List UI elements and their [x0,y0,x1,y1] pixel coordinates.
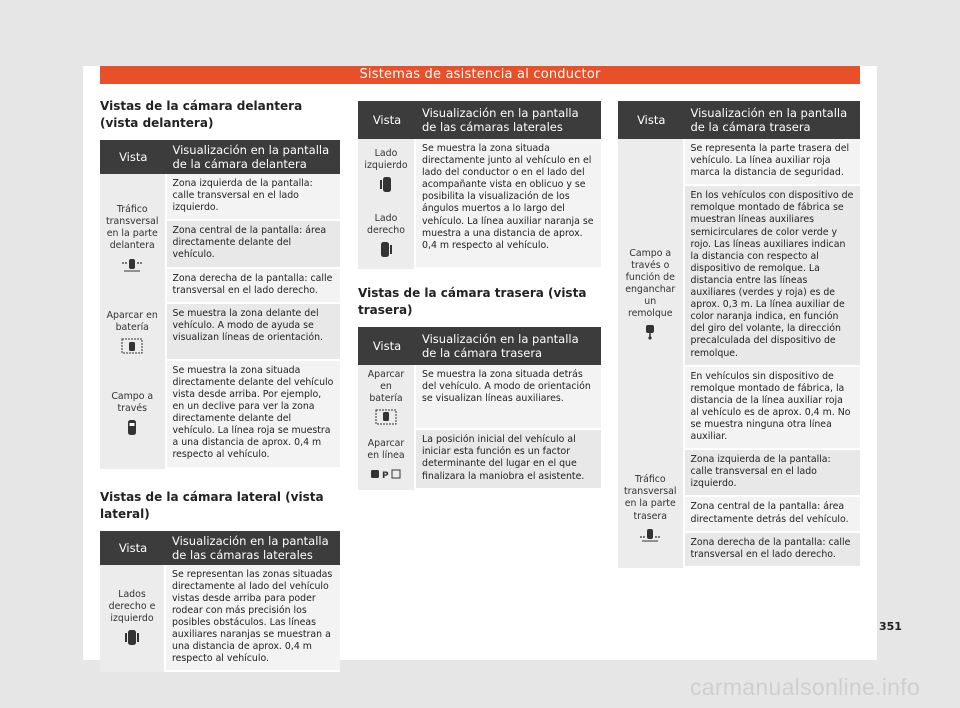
front-cross-traffic-icon [121,257,143,273]
lateral-camera-table [100,531,340,673]
rear-parking-desc: Se muestra la zona situada detrás del vehículo. A modo de orientación se visualizan líneas auxiliares. [416,365,601,430]
svg-text:P: P [382,470,389,481]
rear-camera-table-2 [618,101,860,568]
rear-parking-icon [375,409,397,425]
table-header-rear: Visualización en la pantalla de la cámara trasera [685,101,861,139]
view-rear-parking: Aparcar en batería [358,365,416,430]
table-header-vista: Vista [618,101,685,139]
front-offroad-icon [126,419,138,437]
page-header: Sistemas de asistencia al conductor [100,66,860,84]
lateral-both-icon [124,629,140,647]
view-rear-offroad-trailer: Campo a través o función de enganchar un remolque [618,139,685,450]
view-lateral-both: Lados derecho e izquierdo [100,565,166,673]
table-header-vista: Vista [358,327,416,365]
rear-cross-right: Zona derecha de la pantalla: calle transversal en el lado derecho. [685,533,861,568]
table-header-rear: Visualización en la pantalla de la cámara trasera [416,327,601,365]
view-right-side: Lado derecho [358,204,416,269]
rear-parallel-icon [370,467,402,481]
view-front-parking: Aparcar en batería [100,304,167,361]
page-number: 351 [879,620,902,633]
table-header-front: Visualización en la pantalla de la cámara delantera [167,140,341,174]
front-cross-left: Zona izquierda de la pantalla: calle transversal en el lado izquierdo. [167,174,341,221]
view-front-offroad: Campo a través [100,361,167,469]
rear-cross-center: Zona central de la pantalla: área directamente detrás del vehículo. [685,497,861,532]
column-middle [358,101,601,490]
table-header-vista: Vista [100,531,166,565]
view-rear-cross-traffic: Tráfico transversal en la parte trasera [618,450,685,568]
view-rear-parallel: Aparcar en línea P [358,430,416,489]
front-camera-table [100,140,340,469]
front-parking-icon [121,338,143,354]
rear-cross-traffic-icon [639,527,661,543]
table-header-lateral: Visualización en la pantalla de las cámaras laterales [166,531,340,565]
watermark: carmanualsonline.info [690,674,921,700]
section-rear-heading: Vistas de la cámara trasera (vista trasera) [358,286,587,317]
left-side-icon [379,176,393,194]
view-front-cross-traffic: Tráfico transversal en la parte delantera [100,174,167,304]
table-header-vista: Vista [358,101,416,139]
right-side-icon [379,241,393,259]
column-right [618,101,860,568]
trailer-hitch-icon [643,324,657,340]
rear-offroad-desc-3: En vehículos sin dispositivo de remolque montado de fábrica, la distancia de la línea auxiliar roja al vehículo es de aprox. 0,4 m. No se muestra ninguna otra línea auxiliar. [685,367,861,451]
column-left [100,98,340,672]
rear-cross-left: Zona izquierda de la pantalla: calle transversal en el lado izquierdo. [685,450,861,497]
rear-offroad-desc-2: En los vehículos con dispositivo de remolque montado de fábrica se muestran líneas auxiliares semicirculares de color verde y rojo. Las líneas auxiliares indican la distancia con respecto al dispositivo de remolque. La distancia entre las líneas auxiliares (verdes y roja) es de aprox. 0,3 m. La línea auxiliar de color naranja indica, en función del giro del volante, la dirección precalculada del dispositivo de remolque. [685,186,861,366]
rear-parallel-desc: La posición inicial del vehículo al iniciar esta función es un factor determinante del lugar en el que finalizara la maniobra el asistente. [416,430,601,489]
front-cross-right: Zona derecha de la pantalla: calle transversal en el lado derecho. [167,269,341,304]
rear-camera-table-1 [358,327,601,490]
lateral-side-table [358,101,601,269]
rear-offroad-desc-1: Se representa la parte trasera del vehículo. La línea auxiliar roja marca la distancia de seguridad. [685,139,861,186]
front-parking-desc: Se muestra la zona delante del vehículo. A modo de ayuda se visualizan líneas de orientación. [167,304,341,361]
side-view-desc: Se muestra la zona situada directamente junto al vehículo en el lado del conductor o en el lado del acompañante vista en oblicuo y se posibilita la visualización de los ángulos muertos a lo largo del vehículo. La línea auxiliar naranja se muestra a una distancia de aprox. 0,4 m respecto al vehículo. [416,139,601,269]
front-offroad-desc: Se muestra la zona situada directamente delante del vehículo vista desde arriba. Por ejemplo, en un declive para ver la zona directamente delante del vehículo. La línea roja se muestra a una distancia de aprox. 0,4 m respecto al vehículo. [167,361,341,469]
section-front-heading: Vistas de la cámara delantera (vista delantera) [100,99,303,130]
section-lateral-heading: Vistas de la cámara lateral (vista lateral) [100,489,324,521]
front-cross-center: Zona central de la pantalla: área directamente delante del vehículo. [167,221,341,268]
lateral-both-desc: Se representan las zonas situadas directamente al lado del vehículo vistas desde arriba para poder rodear con más precisión los posibles obstáculos. Las líneas auxiliares naranjas se muestran a una distancia de aprox. 0,4 m respecto al vehículo. [166,565,340,673]
table-header-lateral: Visualización en la pantalla de las cámaras laterales [416,101,601,139]
table-header-vista: Vista [100,140,167,174]
view-left-side: Lado izquierdo [358,139,416,204]
